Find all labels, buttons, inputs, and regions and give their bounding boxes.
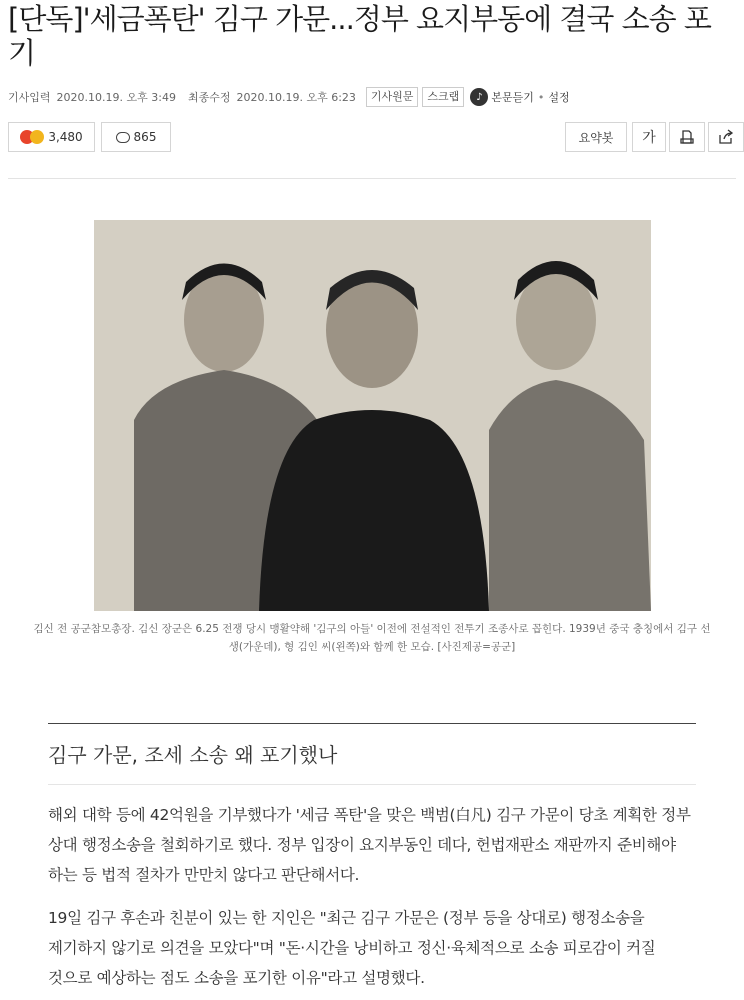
share-button[interactable] (708, 122, 744, 152)
reaction-count: 3,480 (48, 130, 83, 144)
reaction-button[interactable] (8, 122, 95, 152)
article-meta (8, 86, 570, 108)
original-article-link[interactable]: 기사원문 (366, 87, 419, 107)
subhead-top-rule (48, 723, 696, 724)
article-toolbar (8, 122, 736, 154)
audio-icon: ♪ (470, 88, 488, 106)
article-photo (94, 220, 651, 611)
print-icon (679, 129, 695, 145)
settings-link[interactable]: 설정 (548, 91, 570, 104)
share-icon (717, 129, 735, 145)
scrap-button[interactable]: 스크랩 (422, 87, 464, 107)
body-paragraph: 해외 대학 등에 42억원을 기부했다가 '세금 폭탄'을 맞은 백범(白凡) 김구 가문이 당초 계획한 정부 상대 행정소송을 철회하기로 했다. 정부 입장이 요지부동인 데다, 헌법재판소 재판까지 준비해야 하는 등 법적 절차가 만만치 않다고 판단해서다. (48, 806, 691, 884)
updated-label: 최종수정 (187, 91, 231, 104)
updated-date: 2020.10.19. 오후 6:23 (236, 91, 356, 104)
three-men-photo-image (94, 220, 651, 611)
body-paragraph: 19일 김구 후손과 친분이 있는 한 지인은 "최근 김구 가문은 (정부 등을 상대로) 행정소송을 제기하지 않기로 의견을 모았다"며 "돈·시간을 낭비하고 정신·육체적으로 소송 피로감이 커질 것으로 예상하는 점도 소송을 포기한 이유"라고 설명했다. (48, 909, 656, 987)
listen-label: 본문듣기 (491, 91, 534, 104)
comment-count: 865 (133, 130, 157, 144)
article-title: [단독]'세금폭탄' 김구 가문...정부 요지부동에 결국 소송 포기 (8, 2, 711, 70)
subhead-bottom-rule (48, 784, 696, 785)
print-button[interactable] (669, 122, 705, 152)
comment-button[interactable] (101, 122, 171, 152)
header-divider (8, 178, 736, 179)
photo-caption: 김신 전 공군참모총장. 김신 장군은 6.25 전쟁 당시 맹활약해 '김구의 아들' 이전에 전설적인 전투기 조종사로 꼽힌다. 1939년 중국 충칭에서 김구 선생(가운데), 형 김인 씨(왼쪽)와 함께 한 모습. [사진제공=공군] (33, 623, 711, 653)
article-subheading: 김구 가문, 조세 소송 왜 포기했나 (48, 743, 338, 767)
font-size-button[interactable]: 가 (632, 122, 666, 152)
comment-bubble-icon (116, 132, 130, 143)
published-label: 기사입력 (8, 91, 51, 104)
summary-bot-button[interactable]: 요약봇 (565, 122, 627, 152)
sad-face-icon (30, 130, 44, 144)
listen-button[interactable]: ♪ 본문듣기 • 설정 (470, 88, 569, 106)
published-date: 2020.10.19. 오후 3:49 (56, 91, 176, 104)
